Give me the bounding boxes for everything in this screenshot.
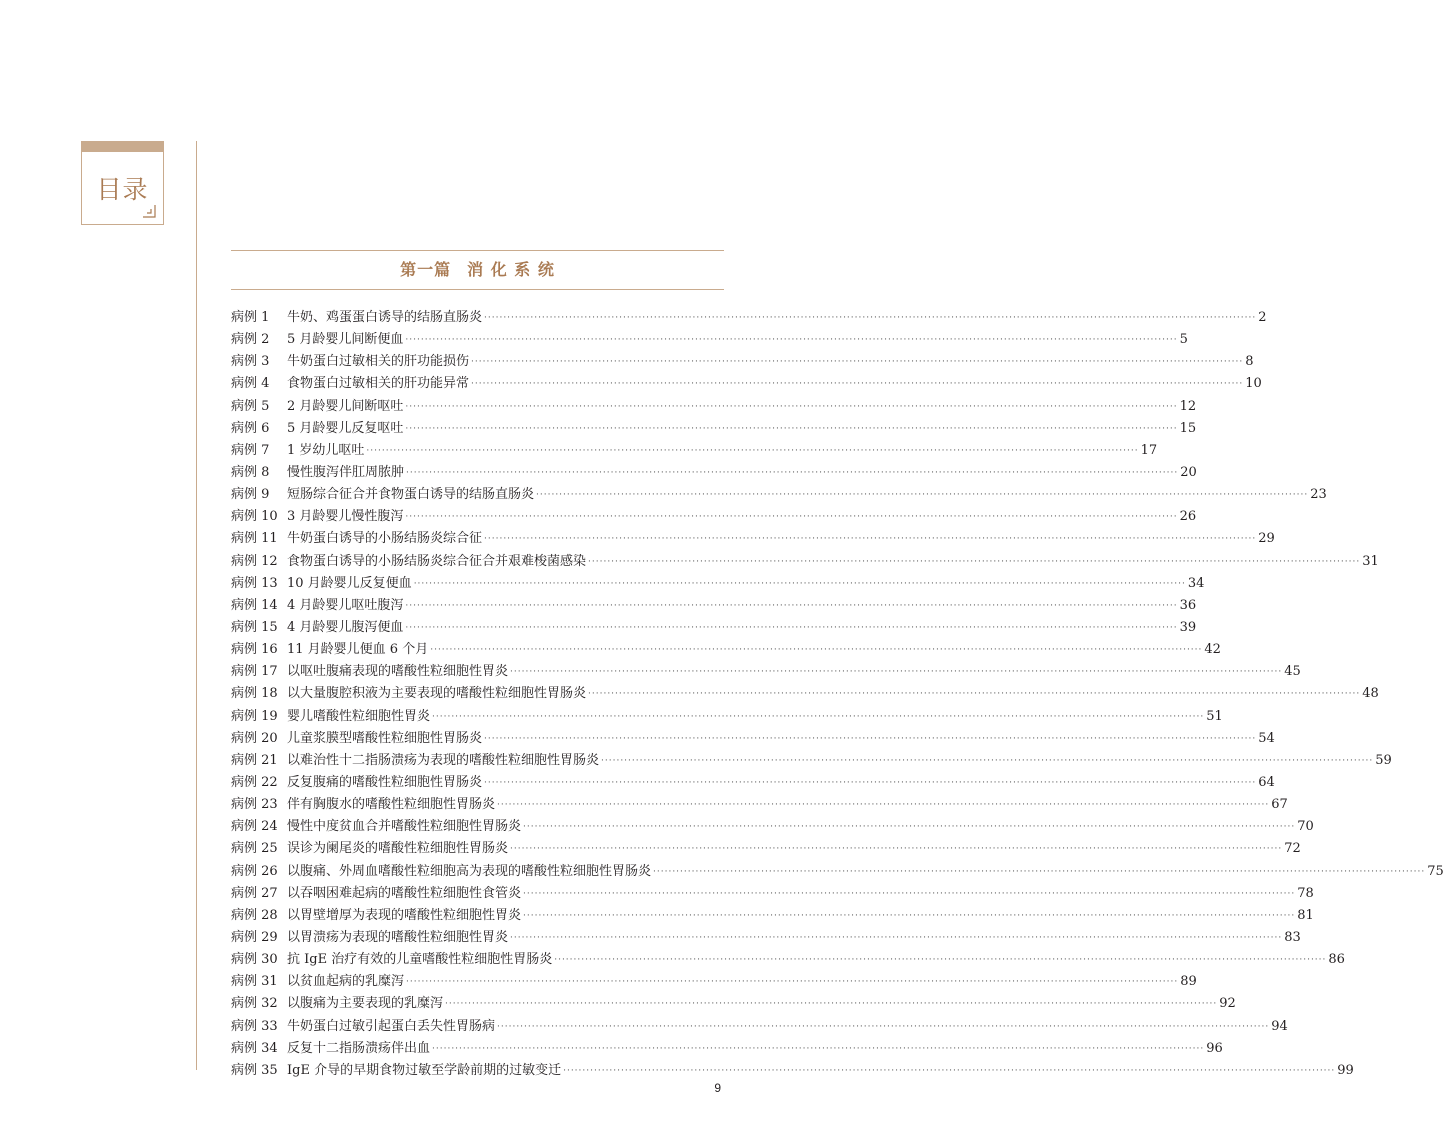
toc-entry[interactable] xyxy=(231,971,1197,993)
toc-entry[interactable] xyxy=(231,750,1392,772)
entry-page: 36 xyxy=(1179,597,1197,613)
entry-title: 5 月龄婴儿反复呕吐 xyxy=(287,420,404,436)
entry-page: 78 xyxy=(1297,885,1314,901)
margin-divider-line xyxy=(196,141,197,1070)
toc-entry[interactable] xyxy=(231,927,1301,949)
page-number: 9 xyxy=(714,1081,721,1095)
entry-title: 以胃溃疡为表现的嗜酸性粒细胞性胃炎 xyxy=(287,929,509,945)
entry-title: 以胃壁增厚为表现的嗜酸性粒细胞性胃炎 xyxy=(287,907,522,923)
toc-entry[interactable] xyxy=(231,883,1314,905)
dot-leader: ········································································································································································································ xyxy=(406,977,1179,988)
entry-label: 病例 16 xyxy=(231,642,278,658)
entry-page: 89 xyxy=(1180,974,1197,990)
section-name: 消 化 系 统 xyxy=(467,260,555,279)
entry-title: 儿童浆膜型嗜酸性粒细胞性胃肠炎 xyxy=(287,730,483,746)
entry-page: 51 xyxy=(1206,708,1223,724)
toc-entry[interactable] xyxy=(231,307,1267,329)
dot-leader: ········································································································································································································ xyxy=(471,379,1244,390)
entry-title: 食物蛋白过敏相关的肝功能异常 xyxy=(287,376,470,392)
dot-leader: ········································································································································································································ xyxy=(563,1065,1336,1076)
dot-leader: ········································································································································································································ xyxy=(497,1021,1270,1032)
entry-label: 病例 22 xyxy=(231,774,278,790)
toc-entry[interactable] xyxy=(231,816,1314,838)
entry-page: 42 xyxy=(1204,642,1221,658)
entry-title: 牛奶蛋白过敏相关的肝功能损伤 xyxy=(287,354,470,370)
entry-label: 病例 13 xyxy=(231,575,278,591)
toc-entry[interactable] xyxy=(231,683,1379,705)
entry-label: 病例 30 xyxy=(231,952,278,968)
entry-label: 病例 25 xyxy=(231,841,278,857)
entry-title: 伴有胸腹水的嗜酸性粒细胞性胃肠炎 xyxy=(287,797,496,813)
toc-section xyxy=(231,250,1444,1082)
dot-leader: ········································································································································································································ xyxy=(471,357,1244,368)
entry-label: 病例 12 xyxy=(231,553,278,569)
entry-title: 抗 IgE 治疗有效的儿童嗜酸性粒细胞性胃肠炎 xyxy=(287,952,553,968)
toc-entry[interactable] xyxy=(231,905,1314,927)
toc-entry[interactable] xyxy=(231,1016,1288,1038)
dot-leader: ········································································································································································································ xyxy=(510,932,1283,943)
toc-entry[interactable] xyxy=(231,861,1444,883)
entry-label: 病例 3 xyxy=(231,354,270,370)
toc-entry[interactable] xyxy=(231,462,1197,484)
entry-label: 病例 5 xyxy=(231,398,270,414)
toc-entry[interactable] xyxy=(231,484,1327,506)
toc-entry[interactable] xyxy=(231,551,1379,573)
entry-label: 病例 10 xyxy=(231,509,278,525)
entry-label: 病例 23 xyxy=(231,797,278,813)
toc-entry[interactable] xyxy=(231,595,1197,617)
toc-entry[interactable] xyxy=(231,373,1262,395)
toc-entry[interactable] xyxy=(231,440,1158,462)
dot-leader: ········································································································································································································ xyxy=(405,600,1178,611)
toc-entry[interactable] xyxy=(231,617,1197,639)
entry-page: 94 xyxy=(1271,1018,1288,1034)
entry-page: 86 xyxy=(1328,952,1345,968)
section-bottom-rule xyxy=(231,289,724,290)
dot-leader: ········································································································································································································ xyxy=(523,822,1296,833)
dot-leader: ········································································································································································································ xyxy=(432,1043,1205,1054)
entry-page: 64 xyxy=(1258,774,1275,790)
entry-page: 5 xyxy=(1179,332,1188,348)
entry-title: 婴儿嗜酸性粒细胞性胃炎 xyxy=(287,708,431,724)
entry-page: 17 xyxy=(1140,442,1158,458)
toc-entry[interactable] xyxy=(231,838,1301,860)
toc-entry[interactable] xyxy=(231,949,1345,971)
dot-leader: ········································································································································································································ xyxy=(523,888,1296,899)
entry-label: 病例 7 xyxy=(231,442,270,458)
entry-page: 39 xyxy=(1179,619,1197,635)
dot-leader: ········································································································································································································ xyxy=(484,733,1257,744)
entry-page: 8 xyxy=(1245,354,1254,370)
entry-title: IgE 介导的早期食物过敏至学龄前期的过敏变迁 xyxy=(287,1062,562,1078)
entry-page: 10 xyxy=(1245,376,1262,392)
entry-page: 81 xyxy=(1297,907,1314,923)
toc-entries xyxy=(231,307,1444,1082)
dot-leader: ········································································································································································································ xyxy=(432,711,1205,722)
toc-entry[interactable] xyxy=(231,661,1301,683)
entry-title: 反复十二指肠溃疡伴出血 xyxy=(287,1040,431,1056)
entry-label: 病例 8 xyxy=(231,464,270,480)
dot-leader: ········································································································································································································ xyxy=(405,335,1178,346)
entry-page: 75 xyxy=(1427,863,1444,879)
entry-label: 病例 27 xyxy=(231,885,278,901)
entry-title: 以吞咽困难起病的嗜酸性粒细胞性食管炎 xyxy=(287,885,522,901)
dot-leader: ········································································································································································································ xyxy=(413,578,1186,589)
entry-label: 病例 6 xyxy=(231,420,270,436)
entry-page: 54 xyxy=(1258,730,1275,746)
dot-leader: ········································································································································································································ xyxy=(554,955,1327,966)
toc-entry[interactable] xyxy=(231,706,1223,728)
entry-page: 23 xyxy=(1310,487,1327,503)
toc-entry[interactable] xyxy=(231,396,1197,418)
entry-label: 病例 18 xyxy=(231,686,278,702)
toc-entry[interactable] xyxy=(231,573,1205,595)
entry-title: 4 月龄婴儿腹泻便血 xyxy=(287,619,404,635)
entry-title: 牛奶蛋白诱导的小肠结肠炎综合征 xyxy=(287,531,483,547)
entry-label: 病例 17 xyxy=(231,664,278,680)
dot-leader: ········································································································································································································ xyxy=(405,423,1178,434)
entry-title: 牛奶蛋白过敏引起蛋白丢失性胃肠病 xyxy=(287,1018,496,1034)
dot-leader: ········································································································································································································ xyxy=(588,689,1361,700)
entry-title: 慢性中度贫血合并嗜酸性粒细胞性胃肠炎 xyxy=(287,819,522,835)
section-heading xyxy=(231,251,724,289)
section-part: 第一篇 xyxy=(400,260,452,279)
entry-page: 67 xyxy=(1271,797,1288,813)
dot-leader: ········································································································································································································ xyxy=(445,999,1218,1010)
entry-label: 病例 26 xyxy=(231,863,278,879)
entry-page: 2 xyxy=(1258,310,1267,325)
dot-leader: ········································································································································································································ xyxy=(523,910,1296,921)
entry-label: 病例 33 xyxy=(231,1018,278,1034)
toc-entry[interactable] xyxy=(231,639,1221,661)
entry-page: 45 xyxy=(1284,664,1301,680)
entry-page: 59 xyxy=(1375,752,1392,768)
entry-label: 病例 1 xyxy=(231,310,270,325)
entry-page: 99 xyxy=(1337,1062,1354,1078)
dot-leader: ········································································································································································································ xyxy=(510,667,1283,678)
toc-entry[interactable] xyxy=(231,993,1236,1015)
entry-label: 病例 35 xyxy=(231,1062,278,1078)
entry-page: 34 xyxy=(1187,575,1205,591)
entry-label: 病例 32 xyxy=(231,996,278,1012)
entry-page: 70 xyxy=(1297,819,1314,835)
entry-title: 11 月龄婴儿便血 6 个月 xyxy=(287,642,429,658)
toc-entry[interactable] xyxy=(231,1060,1354,1082)
entry-title: 1 岁幼儿呕吐 xyxy=(287,442,365,458)
dot-leader: ········································································································································································································ xyxy=(484,777,1257,788)
dot-leader: ········································································································································································································ xyxy=(510,844,1283,855)
dot-leader: ········································································································································································································ xyxy=(536,490,1309,501)
toc-entry[interactable] xyxy=(231,728,1275,750)
entry-page: 26 xyxy=(1179,509,1197,525)
entry-title: 误诊为阑尾炎的嗜酸性粒细胞性胃肠炎 xyxy=(287,841,509,857)
entry-label: 病例 15 xyxy=(231,619,278,635)
entry-label: 病例 4 xyxy=(231,376,270,392)
entry-title: 5 月龄婴儿间断便血 xyxy=(287,332,404,348)
toc-entry[interactable] xyxy=(231,506,1197,528)
entry-page: 72 xyxy=(1284,841,1301,857)
entry-page: 12 xyxy=(1179,398,1197,414)
dot-leader: ········································································································································································································ xyxy=(405,622,1178,633)
entry-title: 10 月龄婴儿反复便血 xyxy=(287,575,412,591)
entry-page: 96 xyxy=(1206,1040,1223,1056)
entry-title: 2 月龄婴儿间断呕吐 xyxy=(287,398,404,414)
dot-leader: ········································································································································································································ xyxy=(405,401,1178,412)
toc-entry[interactable] xyxy=(231,418,1197,440)
entry-label: 病例 2 xyxy=(231,332,270,348)
entry-label: 病例 14 xyxy=(231,597,278,613)
entry-label: 病例 28 xyxy=(231,907,278,923)
dot-leader: ········································································································································································································ xyxy=(653,866,1426,877)
entry-title: 4 月龄婴儿呕吐腹泻 xyxy=(287,597,404,613)
entry-page: 31 xyxy=(1362,553,1379,569)
entry-page: 29 xyxy=(1258,531,1275,547)
dot-leader: ········································································································································································································ xyxy=(366,445,1139,456)
toc-entry[interactable] xyxy=(231,351,1254,373)
dot-leader: ········································································································································································································ xyxy=(588,556,1361,567)
toc-title: 目录 xyxy=(96,175,149,204)
corner-bracket-icon xyxy=(142,204,156,218)
entry-title: 反复腹痛的嗜酸性粒细胞性胃肠炎 xyxy=(287,774,483,790)
entry-title: 以腹痛、外周血嗜酸性粒细胞高为表现的嗜酸性粒细胞性胃肠炎 xyxy=(287,863,652,879)
dot-leader: ········································································································································································································ xyxy=(430,645,1203,656)
entry-page: 83 xyxy=(1284,929,1301,945)
entry-label: 病例 19 xyxy=(231,708,278,724)
dot-leader: ········································································································································································································ xyxy=(497,800,1270,811)
entry-title: 以难治性十二指肠溃疡为表现的嗜酸性粒细胞性胃肠炎 xyxy=(287,752,600,768)
dot-leader: ········································································································································································································ xyxy=(484,534,1257,545)
entry-title: 以呕吐腹痛表现的嗜酸性粒细胞性胃炎 xyxy=(287,664,509,680)
entry-page: 48 xyxy=(1362,686,1379,702)
toc-entry[interactable] xyxy=(231,1038,1223,1060)
dot-leader: ········································································································································································································ xyxy=(484,313,1257,323)
toc-entry[interactable] xyxy=(231,772,1275,794)
entry-label: 病例 31 xyxy=(231,974,278,990)
entry-title: 慢性腹泻伴肛周脓肿 xyxy=(287,464,405,480)
dot-leader: ········································································································································································································ xyxy=(406,467,1179,478)
toc-entry[interactable] xyxy=(231,528,1275,550)
toc-entry[interactable] xyxy=(231,794,1288,816)
toc-entry[interactable] xyxy=(231,329,1188,351)
entry-label: 病例 34 xyxy=(231,1040,278,1056)
entry-page: 92 xyxy=(1219,996,1236,1012)
entry-page: 15 xyxy=(1179,420,1197,436)
entry-title: 牛奶、鸡蛋蛋白诱导的结肠直肠炎 xyxy=(287,310,483,325)
toc-header-box xyxy=(81,141,164,225)
entry-label: 病例 29 xyxy=(231,929,278,945)
header-accent-bar xyxy=(82,142,163,152)
entry-title: 短肠综合征合并食物蛋白诱导的结肠直肠炎 xyxy=(287,487,535,503)
dot-leader: ········································································································································································································ xyxy=(601,755,1374,766)
entry-title: 以大量腹腔积液为主要表现的嗜酸性粒细胞性胃肠炎 xyxy=(287,686,587,702)
entry-label: 病例 20 xyxy=(231,730,278,746)
entry-title: 食物蛋白诱导的小肠结肠炎综合征合并艰难梭菌感染 xyxy=(287,553,587,569)
entry-title: 3 月龄婴儿慢性腹泻 xyxy=(287,509,404,525)
entry-page: 20 xyxy=(1180,464,1197,480)
entry-label: 病例 9 xyxy=(231,487,270,503)
dot-leader: ········································································································································································································ xyxy=(405,512,1178,523)
entry-title: 以腹痛为主要表现的乳糜泻 xyxy=(287,996,444,1012)
entry-label: 病例 24 xyxy=(231,819,278,835)
entry-label: 病例 11 xyxy=(231,531,278,547)
entry-title: 以贫血起病的乳糜泻 xyxy=(287,974,405,990)
entry-label: 病例 21 xyxy=(231,752,278,768)
